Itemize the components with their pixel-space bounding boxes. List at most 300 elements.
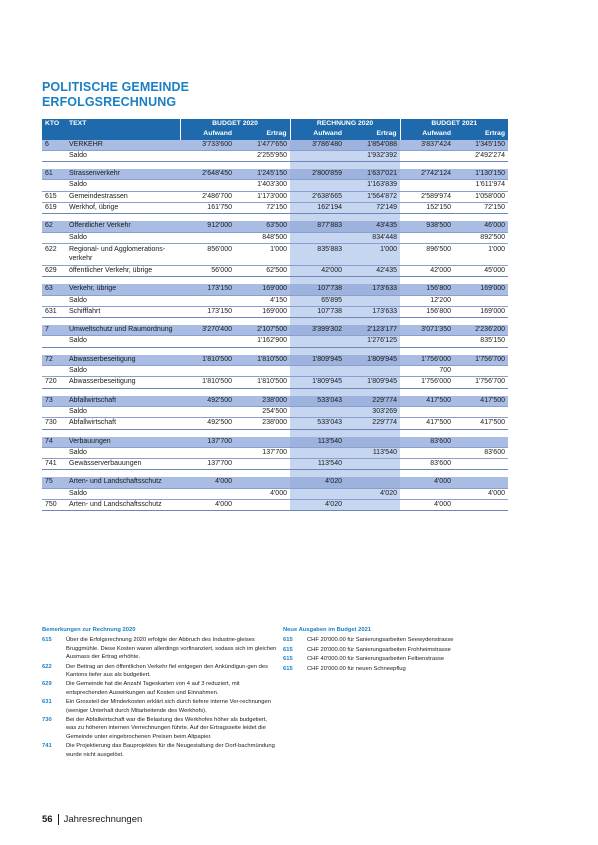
ertrag-cell	[345, 459, 400, 470]
table-row	[42, 366, 508, 377]
kto-cell: 720	[42, 377, 66, 388]
table-row	[42, 406, 508, 417]
aufwand-cell	[400, 150, 454, 161]
text-cell: Saldo	[66, 406, 180, 417]
aufwand-cell: 3'399'302	[290, 325, 345, 336]
aufwand-cell: 700	[400, 366, 454, 377]
aufwand-cell	[290, 366, 345, 377]
table-row	[42, 377, 508, 388]
table-row	[42, 150, 508, 161]
kto-cell: 7	[42, 325, 66, 336]
ertrag-cell: 173'633	[345, 306, 400, 317]
table-row	[42, 306, 508, 317]
text-cell: Abfallwirtschaft	[66, 418, 180, 429]
aufwand-cell	[180, 488, 235, 499]
aufwand-cell: 42'000	[290, 265, 345, 276]
spacer-row	[42, 277, 508, 285]
aufwand-cell	[290, 150, 345, 161]
note-text: Die Projektierung das Bauprojektes für die Neugestaltung der Dorf-bachmündung wurde nicht ausgelöst.	[66, 743, 275, 758]
note-text: CHF 20'000.00 für Sanierungsarbeiten Frohheimstrasse	[307, 646, 451, 653]
aufwand-cell: 912'000	[180, 221, 235, 232]
note-item	[42, 680, 278, 697]
aufwand-cell: 173'150	[180, 284, 235, 295]
aufwand-cell: 161'750	[180, 203, 235, 214]
aufwand-cell: 107'738	[290, 306, 345, 317]
group-row	[42, 169, 508, 180]
text-cell: Abfallwirtschaft	[66, 396, 180, 407]
ertrag-cell: 1'637'021	[345, 169, 400, 180]
kto-cell: 615	[42, 191, 66, 202]
note-text: CHF 20'000.00 für neuen Schneepflug	[307, 665, 406, 672]
aufwand-cell	[290, 336, 345, 347]
note-account: 615	[283, 656, 293, 663]
aufwand-cell	[400, 447, 454, 458]
kto-cell: 629	[42, 265, 66, 276]
page-footer	[42, 814, 142, 825]
kto-cell: 62	[42, 221, 66, 232]
aufwand-cell: 137'700	[180, 437, 235, 448]
ertrag-cell: 1'932'392	[345, 150, 400, 161]
kto-cell	[42, 406, 66, 417]
group-row	[42, 325, 508, 336]
ertrag-cell: 83'600	[454, 447, 508, 458]
ertrag-cell	[235, 437, 290, 448]
note-account: 615	[283, 665, 293, 672]
ertrag-cell: 1'130'150	[454, 169, 508, 180]
aufwand-cell: 492'500	[180, 396, 235, 407]
table-row	[42, 203, 508, 214]
aufwand-cell: 1'809'945	[290, 355, 345, 366]
ertrag-cell: 417'500	[454, 418, 508, 429]
table-row	[42, 500, 508, 511]
table-row	[42, 180, 508, 191]
note-item	[42, 716, 278, 741]
ertrag-cell: 4'020	[345, 488, 400, 499]
header-row-1	[42, 119, 508, 129]
aufwand-cell: 107'738	[290, 284, 345, 295]
note-item	[42, 663, 278, 680]
ertrag-cell: 1'403'300	[235, 180, 290, 191]
header-ertrag: Ertrag	[454, 129, 508, 139]
kto-cell: 6	[42, 140, 66, 151]
aufwand-cell	[400, 406, 454, 417]
aufwand-cell: 3'071'350	[400, 325, 454, 336]
aufwand-cell: 533'043	[290, 396, 345, 407]
text-cell: Öffentlicher Verkehr	[66, 221, 180, 232]
aufwand-cell	[180, 447, 235, 458]
ertrag-cell	[235, 366, 290, 377]
text-cell: Saldo	[66, 366, 180, 377]
text-cell: Abwasserbeseitigung	[66, 355, 180, 366]
aufwand-cell	[180, 366, 235, 377]
text-cell: Umweltschutz und Raumordnung	[66, 325, 180, 336]
ertrag-cell: 254'500	[235, 406, 290, 417]
aufwand-cell	[180, 336, 235, 347]
ertrag-cell	[345, 295, 400, 306]
table-row	[42, 488, 508, 499]
aufwand-cell	[400, 232, 454, 243]
ertrag-cell	[454, 366, 508, 377]
ertrag-cell: 72'150	[235, 203, 290, 214]
text-cell: öffentlicher Verkehr, übrige	[66, 265, 180, 276]
table-row	[42, 191, 508, 202]
kto-cell: 73	[42, 396, 66, 407]
ertrag-cell: 417'500	[454, 396, 508, 407]
table-row	[42, 232, 508, 243]
ertrag-cell: 1'345'150	[454, 140, 508, 151]
ertrag-cell: 1'000	[454, 243, 508, 265]
note-item	[42, 742, 278, 759]
kto-cell: 75	[42, 477, 66, 488]
ertrag-cell: 4'150	[235, 295, 290, 306]
aufwand-cell: 4'020	[290, 500, 345, 511]
ertrag-cell: 1'000	[345, 243, 400, 265]
aufwand-cell	[180, 295, 235, 306]
ertrag-cell: 173'633	[345, 284, 400, 295]
note-account: 631	[42, 699, 52, 706]
text-cell: Saldo	[66, 232, 180, 243]
ertrag-cell: 1'809'945	[345, 355, 400, 366]
note-text: Die Gemeinde hat die Anzahl Tageskarten von 4 auf 3 reduziert, mit entsprechenden Auswirkungen auf Kosten und Einnahmen.	[66, 681, 240, 696]
ertrag-cell: 229'774	[345, 396, 400, 407]
ertrag-cell	[345, 366, 400, 377]
aufwand-cell	[290, 488, 345, 499]
aufwand-cell: 2'800'859	[290, 169, 345, 180]
ertrag-cell: 2'236'200	[454, 325, 508, 336]
aufwand-cell	[180, 150, 235, 161]
ertrag-cell: 1'245'150	[235, 169, 290, 180]
aufwand-cell: 533'043	[290, 418, 345, 429]
ertrag-cell: 169'000	[235, 284, 290, 295]
aufwand-cell: 83'600	[400, 459, 454, 470]
title-line-2: ERFOLGSRECHNUNG	[42, 95, 177, 109]
aufwand-cell: 3'733'600	[180, 140, 235, 151]
aufwand-cell: 417'500	[400, 396, 454, 407]
note-text: Bei der Abfallwirtschaft war die Belastung des Werkhofes höher als budgetiert, was zu höheren internen Verrechnungen führte. Auf der Ertragsseite leidet die Gemeinde unter eingebrochenen Preisen beim Altpapier.	[66, 717, 267, 740]
aufwand-cell: 417'500	[400, 418, 454, 429]
table-row	[42, 295, 508, 306]
ertrag-cell: 834'448	[345, 232, 400, 243]
ertrag-cell: 1'810'500	[235, 377, 290, 388]
aufwand-cell: 4'020	[290, 477, 345, 488]
aufwand-cell: 4'000	[400, 477, 454, 488]
table-row	[42, 243, 508, 265]
kto-cell	[42, 150, 66, 161]
kto-cell: 61	[42, 169, 66, 180]
aufwand-cell	[180, 232, 235, 243]
ertrag-cell	[454, 295, 508, 306]
kto-cell: 750	[42, 500, 66, 511]
ertrag-cell: 169'000	[235, 306, 290, 317]
note-item	[283, 646, 519, 654]
ertrag-cell: 1'477'650	[235, 140, 290, 151]
ertrag-cell: 42'435	[345, 265, 400, 276]
aufwand-cell	[400, 180, 454, 191]
text-cell: Arten- und Landschaftsschutz	[66, 477, 180, 488]
kto-cell: 730	[42, 418, 66, 429]
header-rechnung-2020: RECHNUNG 2020	[290, 119, 400, 129]
ertrag-cell: 113'540	[345, 447, 400, 458]
aufwand-cell: 162'194	[290, 203, 345, 214]
note-item	[283, 655, 519, 663]
ertrag-cell: 1'564'872	[345, 191, 400, 202]
header-aufwand: Aufwand	[180, 129, 235, 139]
kto-cell: 619	[42, 203, 66, 214]
aufwand-cell: 42'000	[400, 265, 454, 276]
header-ertrag: Ertrag	[345, 129, 400, 139]
ertrag-cell	[454, 437, 508, 448]
aufwand-cell: 492'500	[180, 418, 235, 429]
notes-right-heading: Neue Ausgaben im Budget 2021	[283, 627, 372, 633]
notes-rechnung-2020	[42, 626, 278, 760]
ertrag-cell: 1'276'125	[345, 336, 400, 347]
aufwand-cell	[400, 336, 454, 347]
ertrag-cell: 63'500	[235, 221, 290, 232]
spacer-row	[42, 318, 508, 326]
table-row	[42, 459, 508, 470]
aufwand-cell	[290, 180, 345, 191]
note-item	[42, 636, 278, 661]
ertrag-cell	[454, 459, 508, 470]
aufwand-cell: 152'150	[400, 203, 454, 214]
aufwand-cell: 173'150	[180, 306, 235, 317]
ertrag-cell	[345, 477, 400, 488]
footer-label: Jahresrechnungen	[63, 814, 143, 825]
text-cell: Verkehr, übrige	[66, 284, 180, 295]
ertrag-cell: 229'774	[345, 418, 400, 429]
aufwand-cell: 65'895	[290, 295, 345, 306]
text-cell: Saldo	[66, 336, 180, 347]
table-row	[42, 418, 508, 429]
note-account: 730	[42, 717, 52, 724]
ertrag-cell: 303'269	[345, 406, 400, 417]
ertrag-cell: 848'500	[235, 232, 290, 243]
ertrag-cell	[235, 459, 290, 470]
text-cell: Verbauungen	[66, 437, 180, 448]
ertrag-cell	[345, 437, 400, 448]
spacer-row	[42, 470, 508, 478]
note-account: 615	[283, 646, 293, 653]
ertrag-cell: 2'255'950	[235, 150, 290, 161]
ertrag-cell	[345, 500, 400, 511]
spacer-row	[42, 388, 508, 396]
table-row	[42, 265, 508, 276]
table-row	[42, 336, 508, 347]
kto-cell: 622	[42, 243, 66, 265]
text-cell: Saldo	[66, 488, 180, 499]
group-row	[42, 396, 508, 407]
text-cell: Saldo	[66, 150, 180, 161]
note-item	[283, 665, 519, 673]
ertrag-cell: 2'492'274	[454, 150, 508, 161]
group-row	[42, 284, 508, 295]
ertrag-cell: 72'149	[345, 203, 400, 214]
note-account: 615	[42, 637, 52, 644]
page-number: 56	[42, 814, 59, 825]
spacer-row	[42, 429, 508, 437]
aufwand-cell: 4'000	[180, 500, 235, 511]
spacer-row	[42, 162, 508, 170]
kto-cell: 72	[42, 355, 66, 366]
aufwand-cell: 2'742'124	[400, 169, 454, 180]
aufwand-cell: 1'809'945	[290, 377, 345, 388]
notes-right-list	[283, 636, 519, 673]
header-text: TEXT	[66, 119, 180, 129]
ertrag-cell: 62'500	[235, 265, 290, 276]
ertrag-cell: 169'000	[454, 306, 508, 317]
aufwand-cell: 2'638'665	[290, 191, 345, 202]
aufwand-cell: 137'700	[180, 459, 235, 470]
text-cell: Gewässerverbauungen	[66, 459, 180, 470]
ertrag-cell: 1'163'839	[345, 180, 400, 191]
aufwand-cell	[290, 447, 345, 458]
text-cell: VERKEHR	[66, 140, 180, 151]
aufwand-cell: 3'837'424	[400, 140, 454, 151]
text-cell: Saldo	[66, 295, 180, 306]
aufwand-cell: 4'000	[400, 500, 454, 511]
aufwand-cell: 856'000	[180, 243, 235, 265]
kto-cell: 63	[42, 284, 66, 295]
aufwand-cell: 4'000	[180, 477, 235, 488]
aufwand-cell: 156'800	[400, 284, 454, 295]
text-cell: Saldo	[66, 447, 180, 458]
aufwand-cell	[180, 406, 235, 417]
text-cell: Gemeindestrassen	[66, 191, 180, 202]
ertrag-cell: 43'435	[345, 221, 400, 232]
erfolgsrechnung-table	[42, 119, 508, 511]
aufwand-cell: 938'500	[400, 221, 454, 232]
notes-left-heading: Bemerkungen zur Rechnung 2020	[42, 627, 136, 633]
ertrag-cell: 238'000	[235, 418, 290, 429]
notes-budget-2021	[283, 626, 519, 674]
aufwand-cell: 1'810'500	[180, 377, 235, 388]
note-text: CHF 20'000.00 für Sanierungsarbeiten Seewydenstrasse	[307, 637, 454, 644]
ertrag-cell	[454, 406, 508, 417]
kto-cell	[42, 336, 66, 347]
ertrag-cell: 1'058'000	[454, 191, 508, 202]
ertrag-cell: 1'854'088	[345, 140, 400, 151]
ertrag-cell: 169'000	[454, 284, 508, 295]
title-line-1: POLITISCHE GEMEINDE	[42, 80, 190, 94]
ertrag-cell: 4'000	[235, 488, 290, 499]
aufwand-cell: 1'756'000	[400, 377, 454, 388]
kto-cell	[42, 180, 66, 191]
group-row	[42, 355, 508, 366]
aufwand-cell: 3'786'480	[290, 140, 345, 151]
table-row	[42, 447, 508, 458]
ertrag-cell: 238'000	[235, 396, 290, 407]
ertrag-cell	[235, 500, 290, 511]
header-budget-2021: BUDGET 2021	[400, 119, 508, 129]
aufwand-cell: 835'883	[290, 243, 345, 265]
aufwand-cell: 1'810'500	[180, 355, 235, 366]
header-kto: KTO	[42, 119, 66, 129]
aufwand-cell: 1'756'000	[400, 355, 454, 366]
kto-cell	[42, 366, 66, 377]
kto-cell	[42, 232, 66, 243]
text-cell: Strassenverkehr	[66, 169, 180, 180]
ertrag-cell	[235, 477, 290, 488]
text-cell: Abwasserbeseitigung	[66, 377, 180, 388]
text-cell: Regional- und Agglomerations-verkehr	[66, 243, 180, 265]
kto-cell	[42, 295, 66, 306]
note-account: 622	[42, 663, 52, 670]
group-row	[42, 437, 508, 448]
kto-cell	[42, 447, 66, 458]
aufwand-cell: 877'883	[290, 221, 345, 232]
note-text: Der Beitrag an den öffentlichen Verkehr fiel entgegen den Ankündigun-gen des Kantons tiefer aus als budgetiert.	[66, 663, 268, 679]
table-body	[42, 140, 508, 511]
note-item	[42, 698, 278, 715]
ertrag-cell: 1'809'945	[345, 377, 400, 388]
page-title	[42, 80, 189, 110]
ertrag-cell: 1'162'900	[235, 336, 290, 347]
ertrag-cell: 2'123'177	[345, 325, 400, 336]
ertrag-cell	[454, 500, 508, 511]
kto-cell: 741	[42, 459, 66, 470]
note-text: Ein Grossteil der Minderkosten erklärt sich durch tiefere interne Ver-rechnungen (weniger Unterhalt durch Mitarbeitende des Werkhofs).	[66, 699, 271, 714]
aufwand-cell: 896'500	[400, 243, 454, 265]
aufwand-cell	[290, 232, 345, 243]
aufwand-cell	[290, 406, 345, 417]
note-account: 629	[42, 681, 52, 688]
ertrag-cell: 1'611'974	[454, 180, 508, 191]
note-text: CHF 40'000.00 für Sanierungsarbeiten Felbenstrasse	[307, 656, 445, 663]
aufwand-cell: 83'600	[400, 437, 454, 448]
ertrag-cell: 137'700	[235, 447, 290, 458]
header-row-2	[42, 129, 508, 139]
kto-cell	[42, 488, 66, 499]
notes-left-list	[42, 636, 278, 759]
header-budget-2020: BUDGET 2020	[180, 119, 290, 129]
kto-cell: 631	[42, 306, 66, 317]
ertrag-cell: 4'000	[454, 488, 508, 499]
header-aufwand: Aufwand	[290, 129, 345, 139]
group-row	[42, 477, 508, 488]
aufwand-cell: 3'270'400	[180, 325, 235, 336]
aufwand-cell: 56'000	[180, 265, 235, 276]
aufwand-cell: 2'648'450	[180, 169, 235, 180]
text-cell: Schifffahrt	[66, 306, 180, 317]
text-cell: Saldo	[66, 180, 180, 191]
aufwand-cell: 113'540	[290, 437, 345, 448]
group-row	[42, 221, 508, 232]
aufwand-cell: 2'486'700	[180, 191, 235, 202]
group-row	[42, 140, 508, 151]
ertrag-cell: 2'107'500	[235, 325, 290, 336]
aufwand-cell: 12'200	[400, 295, 454, 306]
spacer-row	[42, 214, 508, 222]
ertrag-cell: 1'000	[235, 243, 290, 265]
ertrag-cell: 72'150	[454, 203, 508, 214]
aufwand-cell: 156'800	[400, 306, 454, 317]
text-cell: Arten- und Landschaftsschutz	[66, 500, 180, 511]
header-aufwand: Aufwand	[400, 129, 454, 139]
ertrag-cell: 1'810'500	[235, 355, 290, 366]
note-text: Über die Erfolgsrechnung 2020 erfolgte der Abbruch des Industrie-gleises Bruggmühle. Diese Kosten waren allerdings vorfinanziert, sodass sich im gleichen Ausmass der Ertrag erhöhte.	[66, 637, 277, 661]
aufwand-cell	[180, 180, 235, 191]
aufwand-cell: 2'589'974	[400, 191, 454, 202]
header-ertrag: Ertrag	[235, 129, 290, 139]
ertrag-cell	[454, 477, 508, 488]
ertrag-cell: 45'000	[454, 265, 508, 276]
ertrag-cell: 1'173'000	[235, 191, 290, 202]
ertrag-cell: 835'150	[454, 336, 508, 347]
ertrag-cell: 1'756'700	[454, 377, 508, 388]
note-account: 741	[42, 743, 52, 750]
note-account: 615	[283, 637, 293, 644]
note-item	[283, 636, 519, 644]
